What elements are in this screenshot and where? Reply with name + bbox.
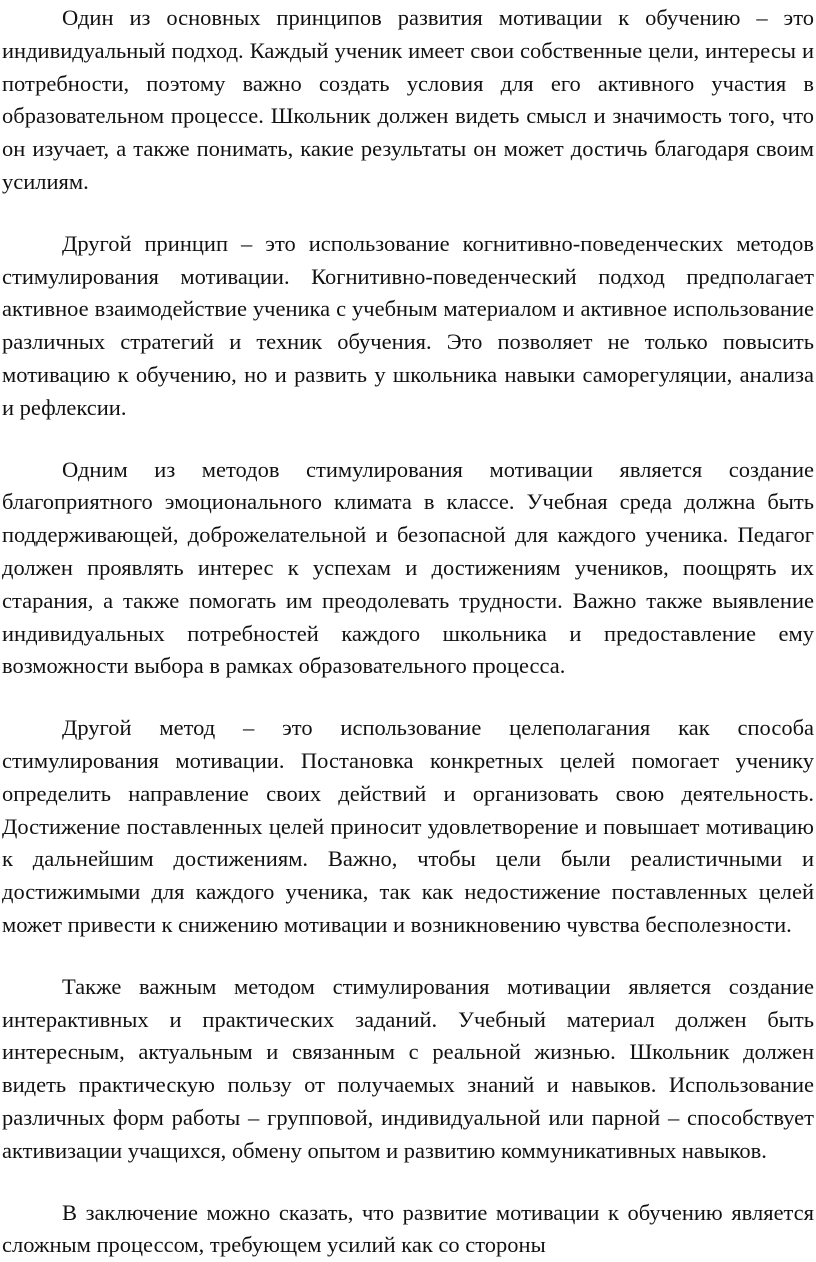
paragraph-emotional-climate: Одним из методов стимулирования мотивации является создание благоприятного эмоционального климата в классе. Учебная среда должна быть поддерживающей, доброжелательной и безопасной для каждого ученика. Педагог должен проявлять интерес к успехам и достижениям учеников, поощрять их старания, а также помогать им преодолевать трудности. Важно также выявление индивидуальных потребностей каждого школьника и предоставление ему возможности выбора в рамках образовательного процесса. xyxy=(2,454,814,684)
paragraph-interactive-tasks: Также важным методом стимулирования мотивации является создание интерактивных и практических заданий. Учебный материал должен быть интересным, актуальным и связанным с реальной жизнью. Школьник должен видеть практическую пользу от получаемых знаний и навыков. Использование различных форм работы – групповой, индивидуальной или парной – способствует активизации учащихся, обмену опытом и развитию коммуникативных навыков. xyxy=(2,971,814,1168)
paragraph-conclusion: В заключение можно сказать, что развитие мотивации к обучению является сложным процессом, требующем усилий как со стороны xyxy=(2,1197,814,1262)
paragraph-cognitive-behavioral: Другой принцип – это использование когнитивно-поведенческих методов стимулирования мотивации. Когнитивно-поведенческий подход предполагает активное взаимодействие ученика с учебным материалом и активное использование различных стратегий и техник обучения. Это позволяет не только повысить мотивацию к обучению, но и развить у школьника навыки саморегуляции, анализа и рефлексии. xyxy=(2,228,814,425)
paragraph-individual-approach: Один из основных принципов развития мотивации к обучению – это индивидуальный подход. Каждый ученик имеет свои собственные цели, интересы и потребности, поэтому важно создать условия для его активного участия в образовательном процессе. Школьник должен видеть смысл и значимость того, что он изучает, а также понимать, какие результаты он может достичь благодаря своим усилиям. xyxy=(2,2,814,199)
paragraph-goal-setting: Другой метод – это использование целеполагания как способа стимулирования мотивации. Постановка конкретных целей помогает ученику определить направление своих действий и организовать свою деятельность. Достижение поставленных целей приносит удовлетворение и повышает мотивацию к дальнейшим достижениям. Важно, чтобы цели были реалистичными и достижимыми для каждого ученика, так как недостижение поставленных целей может привести к снижению мотивации и возникновению чувства бесполезности. xyxy=(2,712,814,942)
